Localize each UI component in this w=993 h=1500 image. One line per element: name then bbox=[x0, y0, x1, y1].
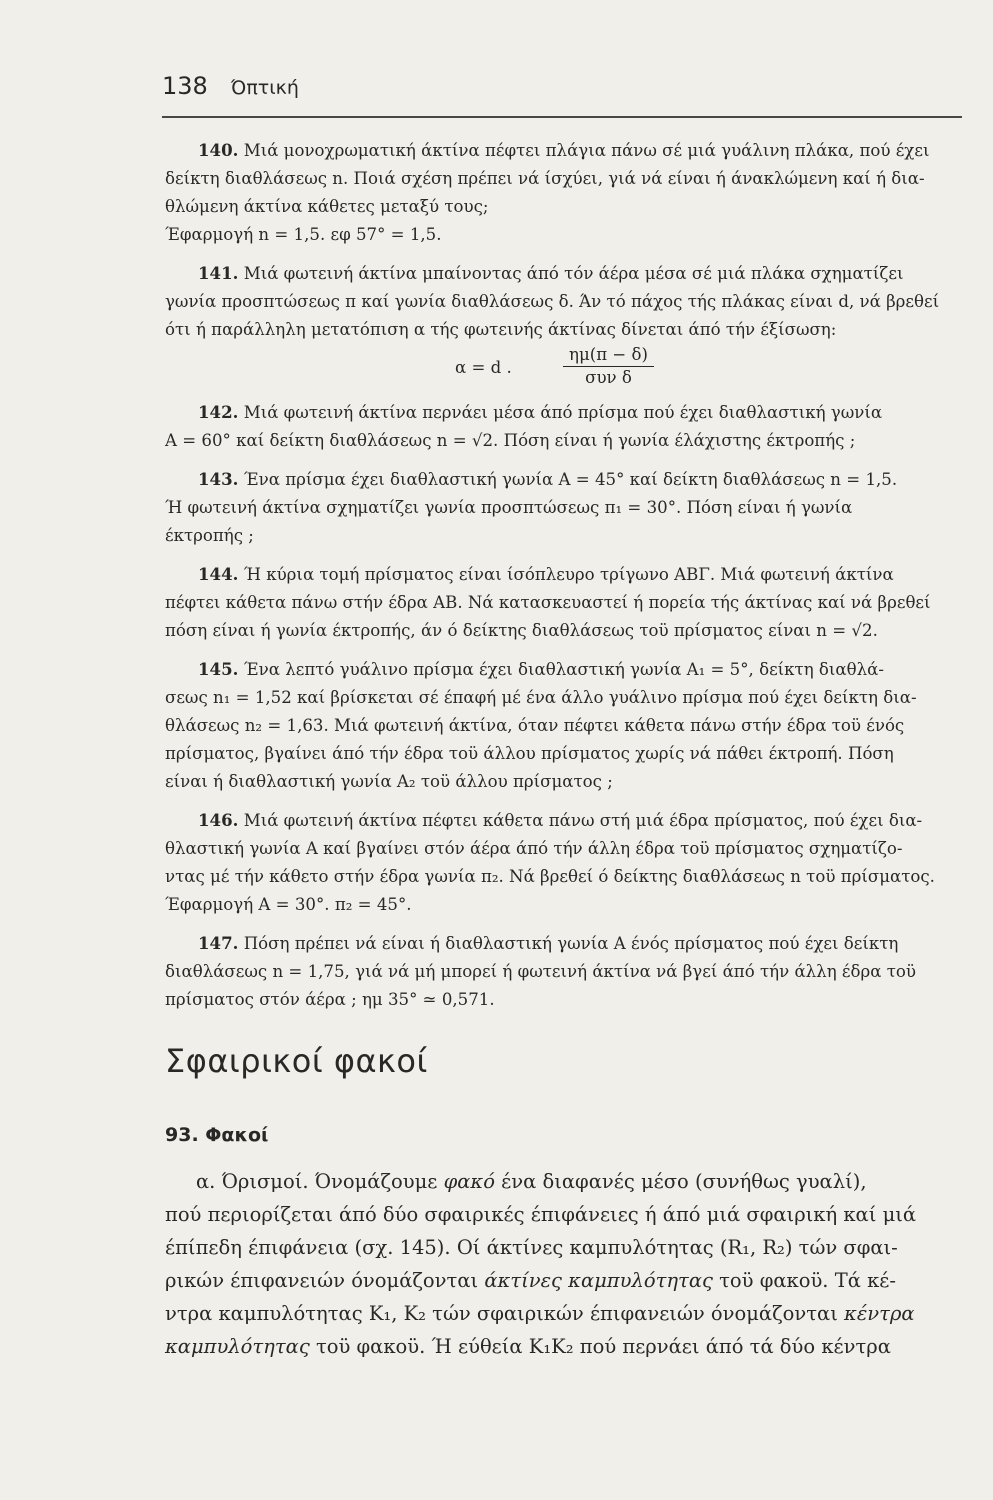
problem-number: 145. bbox=[198, 659, 239, 679]
page-header bbox=[162, 72, 962, 100]
running-title: Όπτική bbox=[230, 77, 299, 99]
section-title: Σφαιρικοί φακοί bbox=[165, 1042, 428, 1080]
problem-line: πόση είναι ή γωνία έκτροπής, άν ό δείκτης διαθλάσεως τοϋ πρίσματος είναι n = √2. bbox=[165, 621, 878, 640]
problem-line: Έφαρμογή n = 1,5. εφ 57° = 1,5. bbox=[165, 225, 442, 244]
problem-line: Ένα λεπτό γυάλινο πρίσμα έχει διαθλαστική γωνία Α₁ = 5°, δείκτη διαθλά- bbox=[243, 660, 884, 679]
body-text-run: ένα διαφανές μέσο (συνήθως γυαλί), bbox=[494, 1170, 867, 1193]
body-paragraph bbox=[165, 1165, 971, 1363]
problem-141 bbox=[165, 259, 963, 388]
problem-number: 142. bbox=[198, 402, 239, 422]
body-text-run: τοϋ φακοϋ. Ή εύθεία Κ₁Κ₂ πού περνάει άπό τά δύο κέντρα bbox=[309, 1335, 891, 1358]
header-rule bbox=[162, 116, 962, 118]
problem-number: 143. bbox=[198, 469, 239, 489]
term-italic: φακό bbox=[443, 1170, 495, 1193]
body-line: έπίπεδη έπιφάνεια (σχ. 145). Οί άκτίνες καμπυλότητας (R₁, R₂) τών σφαι- bbox=[165, 1236, 898, 1259]
problem-line: Ένα πρίσμα έχει διαθλαστική γωνία Α = 45° καί δείκτη διαθλάσεως n = 1,5. bbox=[243, 470, 898, 489]
equation-fraction bbox=[563, 344, 654, 389]
problem-line: Μιά μονοχρωματική άκτίνα πέφτει πλάγια πάνω σέ μιά γυάλινη πλάκα, πού έχει bbox=[243, 141, 930, 160]
problem-line: Έφαρμογή Α = 30°. π₂ = 45°. bbox=[165, 895, 412, 914]
problem-line: πέφτει κάθετα πάνω στήν έδρα ΑΒ. Νά κατασκευαστεί ή πορεία τής άκτίνας καί νά βρεθεί bbox=[165, 593, 931, 612]
equation-lhs: α = d . bbox=[455, 358, 512, 377]
problem-line: Α = 60° καί δείκτη διαθλάσεως n = √2. Πόση είναι ή γωνία έλάχιστης έκτροπής ; bbox=[165, 431, 856, 450]
equation-numerator: ημ(π − δ) bbox=[563, 344, 654, 367]
problem-number: 144. bbox=[198, 564, 239, 584]
body-text-run: ντρα καμπυλότητας Κ₁, Κ₂ τών σφαιρικών έπιφανειών όνομάζονται bbox=[165, 1302, 845, 1325]
body-line bbox=[165, 1330, 971, 1363]
problem-line: Ή κύρια τομή πρίσματος είναι ίσόπλευρο τρίγωνο ΑΒΓ. Μιά φωτεινή άκτίνα bbox=[243, 565, 894, 584]
problem-line: Πόση πρέπει νά είναι ή διαθλαστική γωνία Α ένός πρίσματος πού έχει δείκτη bbox=[243, 934, 899, 953]
problem-140 bbox=[165, 136, 963, 249]
problem-line: έκτροπής ; bbox=[165, 526, 254, 545]
problem-line: δείκτη διαθλάσεως n. Ποιά σχέση πρέπει νά ίσχύει, γιά νά είναι ή άνακλώμενη καί ή δια- bbox=[165, 169, 925, 188]
problem-146 bbox=[165, 806, 963, 919]
problem-line: ότι ή παράλληλη μετατόπιση α τής φωτεινής άκτίνας δίνεται άπό τήν έξίσωση: bbox=[165, 320, 837, 339]
problem-145 bbox=[165, 655, 963, 796]
problem-number: 140. bbox=[198, 140, 239, 160]
term-italic: κέντρα bbox=[844, 1302, 915, 1325]
problem-line: πρίσματος στόν άέρα ; ημ 35° ≃ 0,571. bbox=[165, 990, 495, 1009]
equation-denominator: συν δ bbox=[585, 368, 632, 387]
term-italic: άκτίνες καμπυλότητας bbox=[484, 1269, 713, 1292]
problem-line: σεως n₁ = 1,52 καί βρίσκεται σέ έπαφή μέ ένα άλλο γυάλινο πρίσμα πού έχει δείκτη δια- bbox=[165, 688, 917, 707]
problem-142 bbox=[165, 398, 963, 455]
problem-line: Μιά φωτεινή άκτίνα πέφτει κάθετα πάνω στή μιά έδρα πρίσματος, πού έχει δια- bbox=[243, 811, 923, 830]
problem-line: γωνία προσπτώσεως π καί γωνία διαθλάσεως δ. Άν τό πάχος τής πλάκας είναι d, νά βρεθεί bbox=[165, 292, 940, 311]
problem-line: Μιά φωτεινή άκτίνα περνάει μέσα άπό πρίσμα πού έχει διαθλαστική γωνία bbox=[243, 403, 883, 422]
body-text-run: ρικών έπιφανειών όνομάζονται bbox=[165, 1269, 485, 1292]
equation bbox=[165, 344, 963, 388]
problem-line: είναι ή διαθλαστική γωνία Α₂ τοϋ άλλου πρίσματος ; bbox=[165, 772, 613, 791]
term-italic: καμπυλότητας bbox=[165, 1335, 310, 1358]
body-line bbox=[165, 1264, 971, 1297]
body-line bbox=[165, 1165, 971, 1198]
problem-line: Μιά φωτεινή άκτίνα μπαίνοντας άπό τόν άέρα μέσα σέ μιά πλάκα σχηματίζει bbox=[243, 264, 904, 283]
problem-143 bbox=[165, 465, 963, 550]
body-text-run: α. Όρισμοί. Όνομάζουμε bbox=[196, 1170, 444, 1193]
problem-number: 146. bbox=[198, 810, 239, 830]
body-line: πού περιορίζεται άπό δύο σφαιρικές έπιφάνειες ή άπό μιά σφαιρική καί μιά bbox=[165, 1203, 917, 1226]
problem-line: πρίσματος, βγαίνει άπό τήν έδρα τοϋ άλλου πρίσματος χωρίς νά πάθει έκτροπή. Πόση bbox=[165, 744, 894, 763]
problem-number: 147. bbox=[198, 933, 239, 953]
problem-144 bbox=[165, 560, 963, 645]
problem-line: θλώμενη άκτίνα κάθετες μεταξύ τους; bbox=[165, 197, 489, 216]
problem-line: θλαστική γωνία Α καί βγαίνει στόν άέρα άπό τήν άλλη έδρα τοϋ πρίσματος σχηματίζο- bbox=[165, 839, 903, 858]
page-number: 138 bbox=[162, 72, 208, 100]
problem-line: Ή φωτεινή άκτίνα σχηματίζει γωνία προσπτώσεως π₁ = 30°. Πόση είναι ή γωνία bbox=[165, 498, 853, 517]
problem-line: ντας μέ τήν κάθετο στήν έδρα γωνία π₂. Νά βρεθεί ό δείκτης διαθλάσεως n τοϋ πρίσματος. bbox=[165, 867, 935, 886]
body-text-run: τοϋ φακοϋ. Τά κέ- bbox=[712, 1269, 896, 1292]
problem-line: θλάσεως n₂ = 1,63. Μιά φωτεινή άκτίνα, όταν πέφτει κάθετα πάνω στήν έδρα τοϋ ένός bbox=[165, 716, 905, 735]
problems-list bbox=[165, 136, 963, 1024]
body-line bbox=[165, 1297, 971, 1330]
problem-line: διαθλάσεως n = 1,75, γιά νά μή μπορεί ή φωτεινή άκτίνα νά βγεί άπό τήν άλλη έδρα τοϋ bbox=[165, 962, 916, 981]
problem-147 bbox=[165, 929, 963, 1014]
subsection-title: 93. Φακοί bbox=[165, 1124, 269, 1146]
problem-number: 141. bbox=[198, 263, 239, 283]
